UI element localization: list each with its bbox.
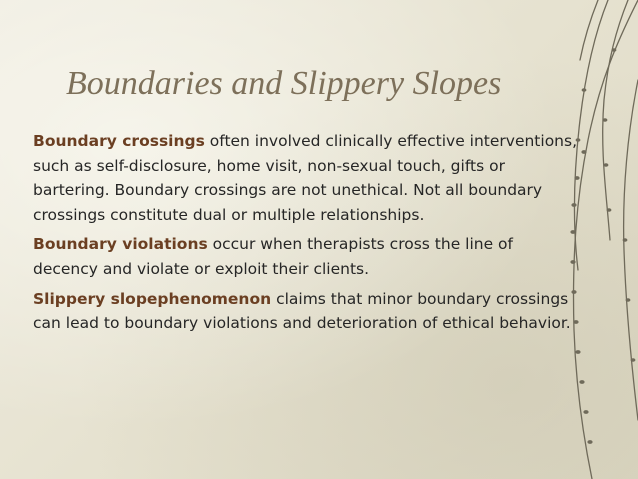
term-slippery-slope: Slippery slopephenomenon — [33, 289, 272, 308]
text-boundary-crossings: often involved clinically effective interventions, such as self-disclosure, home visit, non-sexual touch, gifts or bartering. Boundary crossings are not unethical. Not all boundary crossings constitute dual or multiple relationships. — [33, 132, 578, 224]
text-boundary-violations: occur when therapists cross the line of decency and violate or exploit their clients. — [33, 235, 513, 278]
slide-body — [33, 129, 581, 341]
term-boundary-violations: Boundary violations — [33, 235, 208, 254]
paragraph-boundary-violations — [33, 232, 581, 281]
term-boundary-crossings: Boundary crossings — [33, 132, 205, 150]
paragraph-boundary-crossings — [33, 129, 581, 227]
text-slippery-slope: claims that minor boundary crossings can lead to boundary violations and deterioration of ethical behavior. — [33, 289, 571, 333]
paragraph-slippery-slope — [33, 287, 581, 336]
slide-title: Boundaries and Slippery Slopes — [66, 65, 502, 102]
